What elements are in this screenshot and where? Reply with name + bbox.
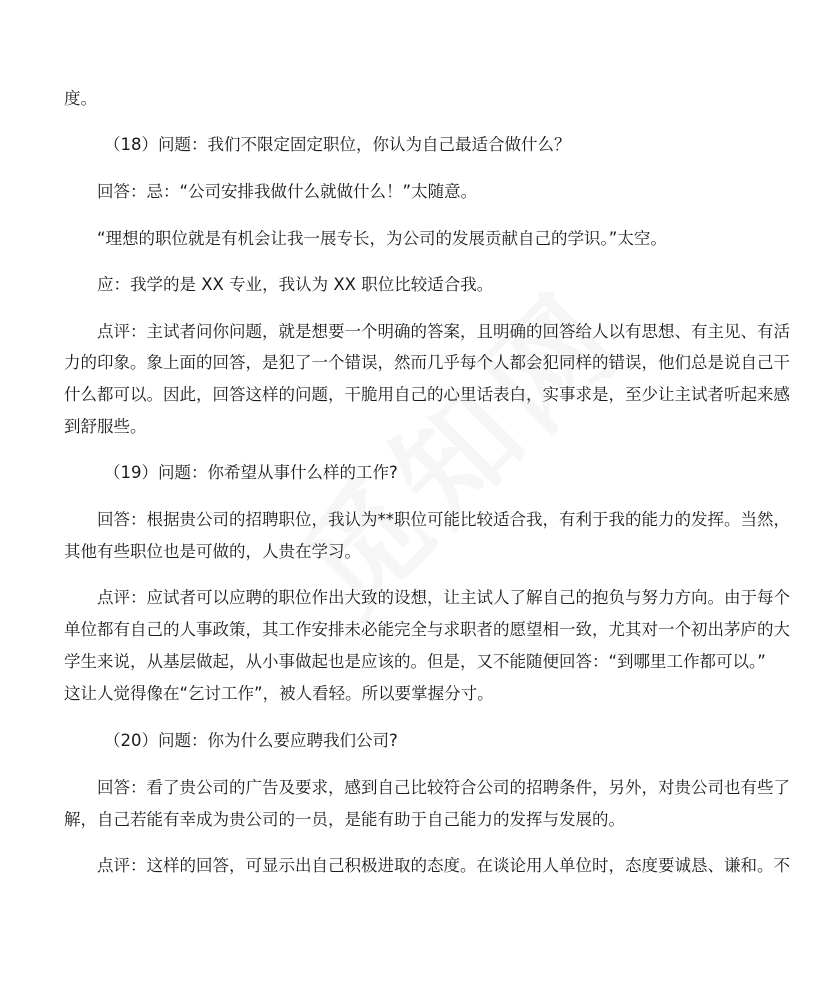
answer-line: 回答：看了贵公司的广告及要求，感到自己比较符合公司的招聘条件，另外，对贵公司也有些了 — [97, 778, 790, 797]
comment-line: 这让人觉得像在“乞讨工作”，被人看轻。所以要掌握分寸。 — [64, 684, 494, 703]
answer-line: 解，自己若能有幸成为贵公司的一员，是能有助于自己能力的发挥与发展的。 — [64, 810, 625, 829]
answer-line: 回答：忌：“公司安排我做什么就做什么！”太随意。 — [97, 182, 478, 201]
comment-line: 力的印象。象上面的回答，是犯了一个错误，然而几乎每个人都会犯同样的错误，他们总是说自己干 — [64, 353, 790, 372]
question-18: （18）问题：我们不限定固定职位，你认为自己最适合做什么？ — [104, 135, 571, 154]
paragraph-line: 度。 — [64, 89, 97, 108]
question-19: （19）问题：你希望从事什么样的工作? — [104, 463, 398, 482]
comment-line: 学生来说，从基层做起，从小事做起也是应该的。但是，又不能随便回答：“到哪里工作都可以。” — [64, 652, 766, 671]
watermark — [256, 247, 653, 644]
comment-line: 点评：应试者可以应聘的职位作出大致的设想，让主试人了解自己的抱负与努力方向。由于每个 — [97, 588, 790, 607]
comment-line: 到舒服些。 — [64, 417, 147, 436]
answer-line: “理想的职位就是有机会让我一展专长，为公司的发展贡献自己的学识。”太空。 — [97, 229, 667, 248]
comment-line: 什么都可以。因此，回答这样的问题，干脆用自己的心里话表白，实事求是，至少让主试者听起来感 — [64, 385, 790, 404]
comment-line: 单位都有自己的人事政策，其工作安排未必能完全与求职者的愿望相一致，尤其对一个初出茅庐的大 — [64, 620, 790, 639]
comment-line: 点评：这样的回答，可显示出自己积极进取的态度。在谈论用人单位时，态度要诚恳、谦和。不 — [97, 856, 790, 875]
comment-line: 点评：主试者问你问题，就是想要一个明确的答案，且明确的回答给人以有思想、有主见、有活 — [97, 322, 790, 341]
answer-line: 其他有些职位也是可做的，人贵在学习。 — [64, 542, 361, 561]
answer-line: 应：我学的是 XX 专业，我认为 XX 职位比较适合我。 — [97, 275, 494, 294]
answer-line: 回答：根据贵公司的招聘职位，我认为**职位可能比较适合我，有利于我的能力的发挥。当然， — [97, 510, 790, 529]
question-20: （20）问题：你为什么要应聘我们公司? — [104, 731, 398, 750]
